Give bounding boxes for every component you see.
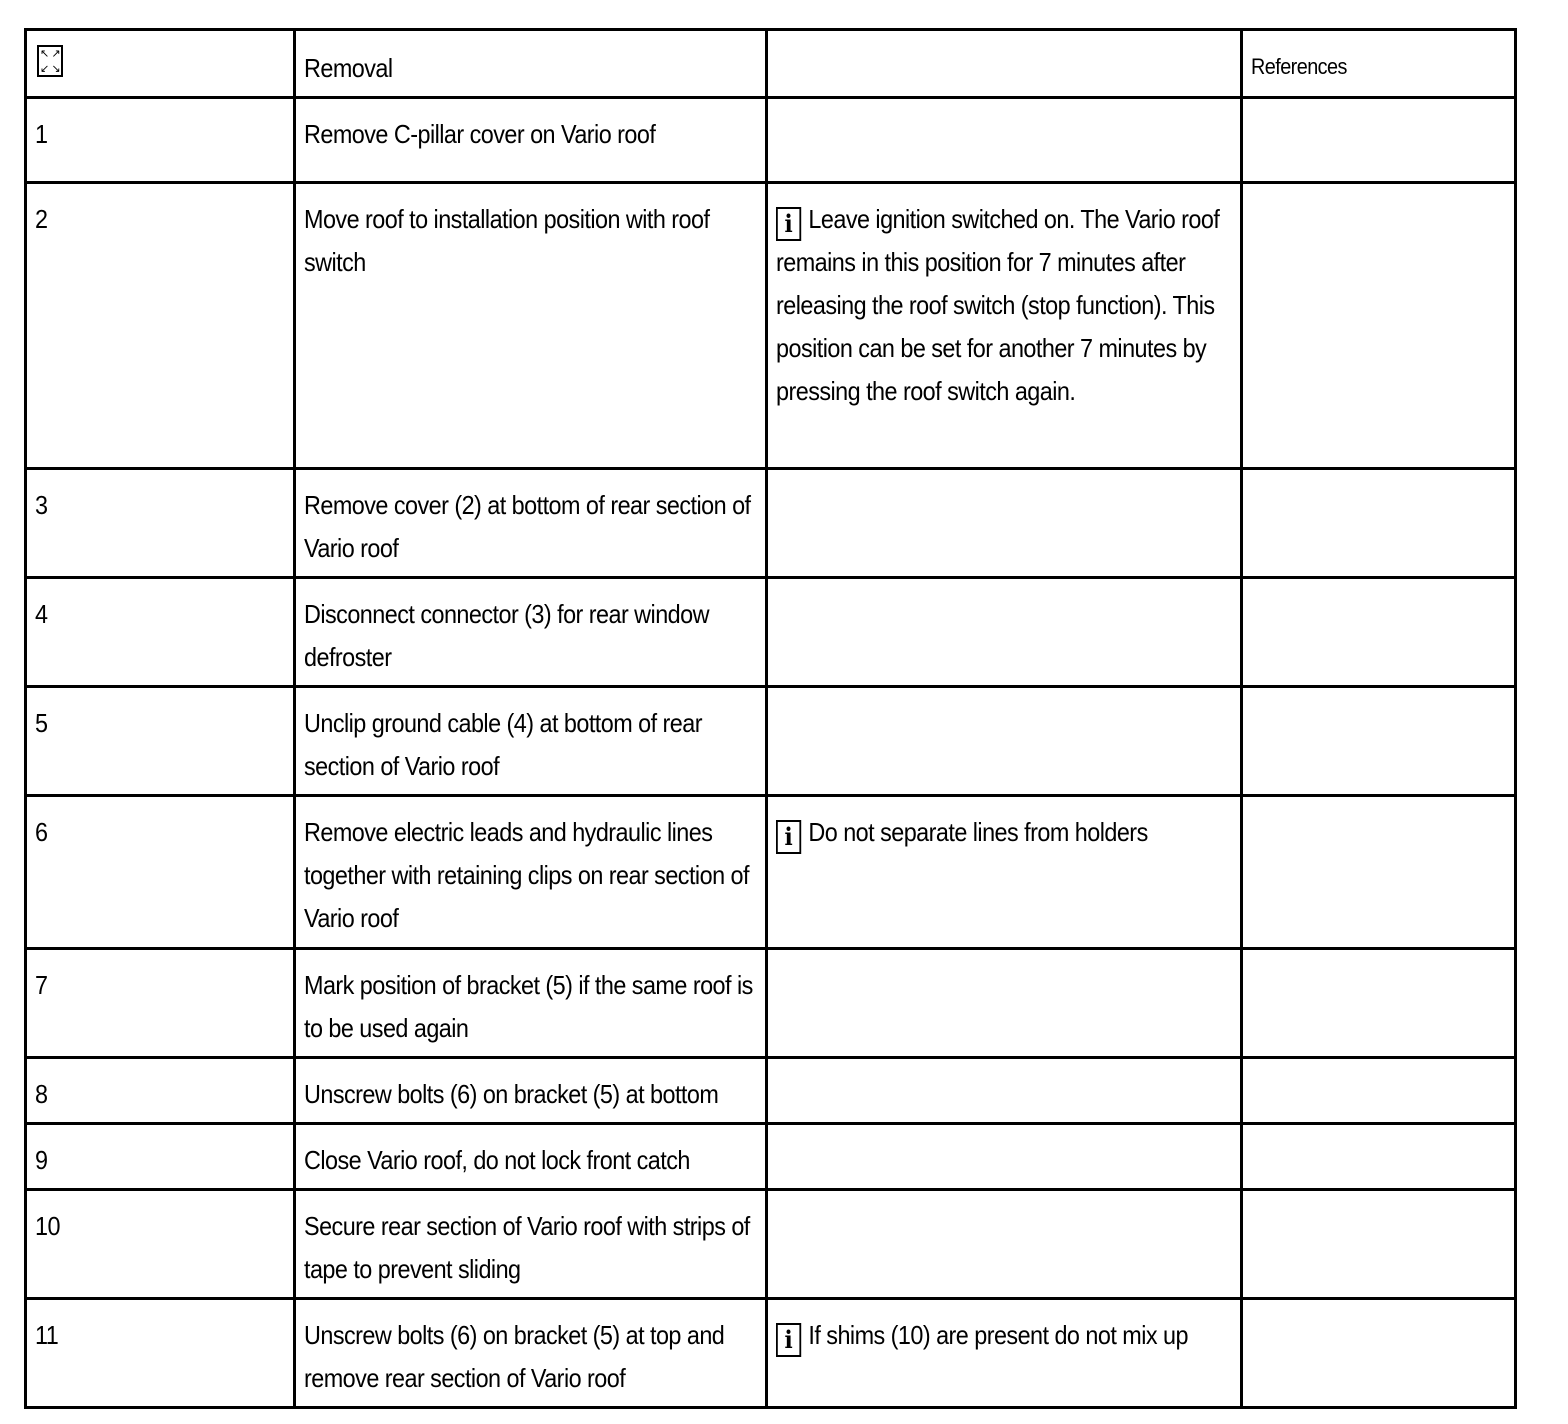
step-action: Close Vario roof, do not lock front catch <box>295 1124 767 1190</box>
step-note <box>767 469 1242 578</box>
info-icon: i <box>776 820 801 854</box>
step-number: 10 <box>26 1190 295 1299</box>
step-row <box>26 469 1516 578</box>
step-note <box>767 183 1242 469</box>
step-reference <box>1242 1058 1516 1124</box>
step-reference <box>1242 578 1516 687</box>
step-action: Secure rear section of Vario roof with strips of tape to prevent sliding <box>295 1190 767 1299</box>
step-number: 9 <box>26 1124 295 1190</box>
step-note <box>767 949 1242 1058</box>
step-number: 1 <box>26 98 295 183</box>
step-reference <box>1242 183 1516 469</box>
step-note <box>767 1190 1242 1299</box>
step-row <box>26 1299 1516 1408</box>
step-reference <box>1242 98 1516 183</box>
step-action: Mark position of bracket (5) if the same roof is to be used again <box>295 949 767 1058</box>
step-action: Move roof to installation position with roof switch <box>295 183 767 469</box>
step-reference <box>1242 949 1516 1058</box>
header-references-label: References <box>1251 54 1347 79</box>
step-row <box>26 796 1516 949</box>
expand-icon[interactable]: ↖ ↗ ↙ ↘ <box>37 45 63 77</box>
step-number: 3 <box>26 469 295 578</box>
step-row <box>26 1124 1516 1190</box>
step-number: 6 <box>26 796 295 949</box>
step-action: Unclip ground cable (4) at bottom of rear section of Vario roof <box>295 687 767 796</box>
step-action: Unscrew bolts (6) on bracket (5) at top and remove rear section of Vario roof <box>295 1299 767 1408</box>
step-row <box>26 1190 1516 1299</box>
step-note <box>767 796 1242 949</box>
step-row <box>26 98 1516 183</box>
step-note <box>767 1124 1242 1190</box>
step-reference <box>1242 469 1516 578</box>
header-notes <box>767 30 1242 98</box>
step-reference <box>1242 1124 1516 1190</box>
step-row <box>26 687 1516 796</box>
step-note <box>767 1058 1242 1124</box>
step-action: Disconnect connector (3) for rear window defroster <box>295 578 767 687</box>
step-number: 11 <box>26 1299 295 1408</box>
step-note <box>767 578 1242 687</box>
step-row <box>26 578 1516 687</box>
header-row <box>26 30 1516 98</box>
step-row <box>26 949 1516 1058</box>
step-note-text: If shims (10) are present do not mix up <box>808 1320 1188 1350</box>
step-action: Remove cover (2) at bottom of rear section of Vario roof <box>295 469 767 578</box>
step-action: Remove electric leads and hydraulic lines together with retaining clips on rear section of Vario roof <box>295 796 767 949</box>
step-number: 4 <box>26 578 295 687</box>
step-reference <box>1242 687 1516 796</box>
step-reference <box>1242 796 1516 949</box>
step-row <box>26 1058 1516 1124</box>
step-note <box>767 1299 1242 1408</box>
step-action: Remove C-pillar cover on Vario roof <box>295 98 767 183</box>
step-row <box>26 183 1516 469</box>
header-removal-label: Removal <box>304 53 393 83</box>
header-removal <box>295 30 767 98</box>
step-number: 8 <box>26 1058 295 1124</box>
header-icon-cell <box>26 30 295 98</box>
step-note <box>767 98 1242 183</box>
removal-procedure-table <box>24 28 1517 1409</box>
step-number: 2 <box>26 183 295 469</box>
header-references <box>1242 30 1516 98</box>
step-action: Unscrew bolts (6) on bracket (5) at bottom <box>295 1058 767 1124</box>
step-note <box>767 687 1242 796</box>
step-number: 5 <box>26 687 295 796</box>
step-reference <box>1242 1190 1516 1299</box>
step-number: 7 <box>26 949 295 1058</box>
info-icon: i <box>776 207 801 241</box>
step-note-text: Do not separate lines from holders <box>808 817 1148 847</box>
step-note-text: Leave ignition switched on. The Vario roof remains in this position for 7 minutes after releasing the roof switch (stop function). This position can be set for another 7 minutes by pressing the roof switch again. <box>776 204 1220 406</box>
step-reference <box>1242 1299 1516 1408</box>
info-icon: i <box>776 1323 801 1357</box>
